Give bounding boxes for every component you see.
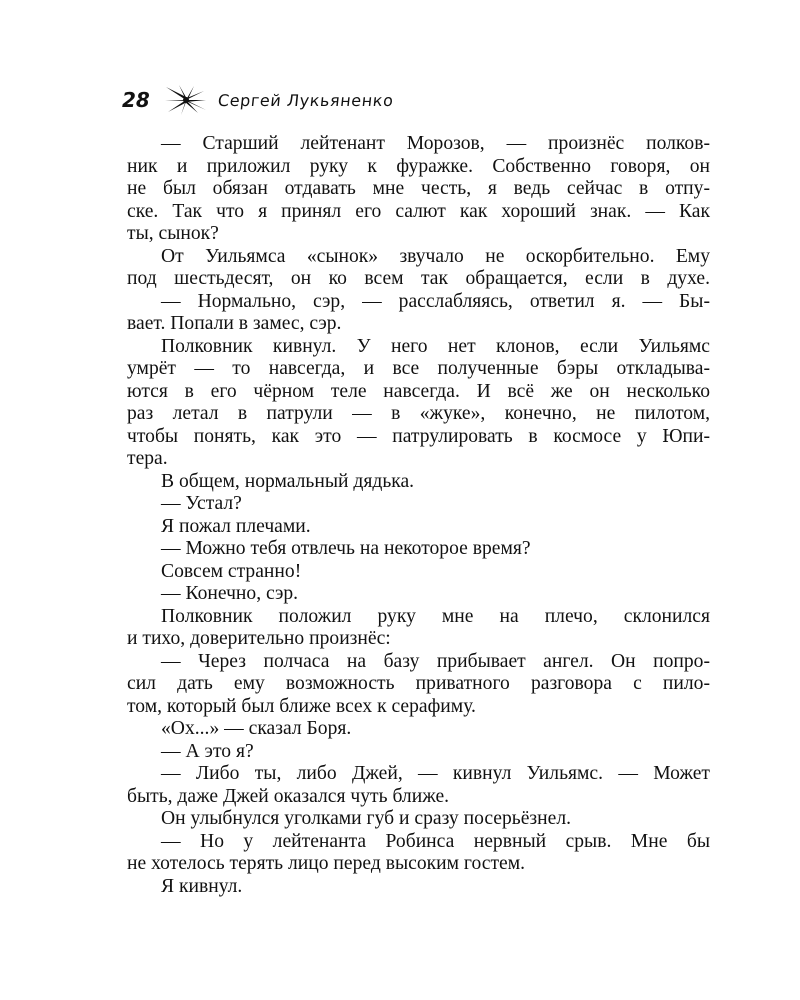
- running-header: [122, 84, 393, 116]
- text-line: — Но у лейтенанта Робинса нервный срыв. Мне бы: [161, 830, 710, 852]
- text-line: Он улыбнулся уголками губ и сразу посерьёзнел.: [161, 808, 572, 829]
- text-line: — Устал?: [161, 493, 242, 514]
- text-line: — А это я?: [161, 740, 254, 762]
- text-line: ты, сынок?: [127, 223, 219, 244]
- text-line: В общем, нормальный дядька.: [161, 470, 415, 492]
- text-line: не хотелось терять лицо перед высоким гостем.: [127, 853, 526, 874]
- text-line: том, который был ближе всех к серафиму.: [127, 695, 476, 717]
- text-line: Я кивнул.: [161, 875, 243, 897]
- text-line: ник и приложил руку к фуражке. Собственно говоря, он: [127, 155, 710, 177]
- page-number: 28: [122, 88, 150, 112]
- text-line: Полковник положил руку мне на плечо, склонился: [161, 605, 710, 627]
- text-line: и тихо, доверительно произнёс:: [127, 628, 391, 649]
- text-line: под шестьдесят, он ко всем так обращается, если в духе.: [127, 268, 710, 289]
- body-text: [127, 133, 710, 898]
- text-line: раз летал в патрули — в «жуке», конечно, не пилотом,: [127, 403, 710, 424]
- text-line: быть, даже Джей оказался чуть ближе.: [127, 785, 450, 807]
- text-line: тера.: [127, 448, 168, 469]
- text-line: — Старший лейтенант Морозов, — произнёс полков-: [161, 133, 710, 154]
- text-line: — Либо ты, либо Джей, — кивнул Уильямс. — Может: [161, 763, 710, 784]
- text-line: — Конечно, сэр.: [161, 583, 299, 604]
- text-line: — Через полчаса на базу прибывает ангел. Он попро-: [161, 650, 710, 672]
- text-line: Полковник кивнул. У него нет клонов, если Уильямс: [161, 335, 710, 357]
- text-line: не был обязан отдавать мне честь, я ведь сейчас в отпу-: [127, 178, 710, 199]
- text-line: Я пожал плечами.: [161, 515, 311, 537]
- starburst-icon: [164, 84, 208, 116]
- text-line: «Ох...» — сказал Боря.: [161, 718, 352, 739]
- text-line: ске. Так что я принял его салют как хороший знак. — Как: [127, 200, 710, 222]
- text-line: чтобы понять, как это — патрулировать в космосе у Юпи-: [127, 425, 710, 447]
- author-name: Сергей Лукьяненко: [216, 90, 395, 110]
- text-line: — Нормально, сэр, — расслабляясь, ответил я. — Бы-: [161, 290, 710, 312]
- text-line: ются в его чёрном теле навсегда. И всё же он несколько: [127, 380, 710, 402]
- text-line: — Можно тебя отвлечь на некоторое время?: [161, 538, 531, 559]
- text-line: вает. Попали в замес, сэр.: [127, 313, 342, 334]
- text-line: От Уильямса «сынок» звучало не оскорбительно. Ему: [161, 245, 710, 267]
- text-line: сил дать ему возможность приватного разговора с пило-: [127, 673, 710, 694]
- text-line: Совсем странно!: [161, 560, 302, 582]
- text-line: умрёт — то навсегда, и все полученные бэры откладыва-: [127, 358, 710, 379]
